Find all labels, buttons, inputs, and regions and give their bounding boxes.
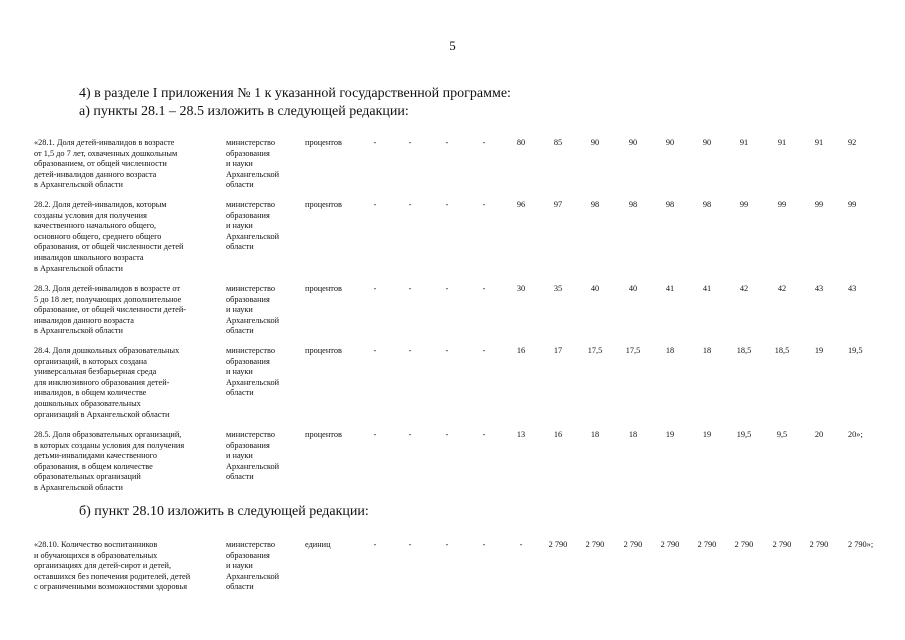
unit-of-measure: процентов bbox=[305, 284, 342, 293]
year-value: 90 bbox=[665, 138, 675, 147]
responsible-org-line: Архангельской bbox=[226, 461, 280, 471]
responsible-org-line: и науки bbox=[226, 305, 253, 315]
year-value: - bbox=[445, 284, 449, 293]
year-value: - bbox=[373, 200, 377, 209]
year-value: 91 bbox=[739, 138, 749, 147]
year-value: 20 bbox=[814, 430, 824, 439]
year-value: - bbox=[482, 200, 486, 209]
unit-of-measure: процентов bbox=[305, 138, 342, 147]
responsible-org bbox=[226, 430, 298, 483]
unit-of-measure: процентов bbox=[305, 200, 342, 209]
responsible-org-line: Архангельской bbox=[226, 571, 280, 581]
responsible-org-line: министерство bbox=[226, 430, 276, 439]
responsible-org-line: области bbox=[226, 388, 254, 398]
year-value: 19,5 bbox=[848, 346, 863, 355]
year-value: 80 bbox=[516, 138, 526, 147]
indicator-name-line: и обучающихся в образовательных bbox=[34, 550, 158, 560]
indicator-name-line: созданы условия для получения bbox=[34, 210, 147, 220]
year-value: - bbox=[445, 346, 449, 355]
year-value: - bbox=[408, 284, 412, 293]
year-value: 97 bbox=[553, 200, 563, 209]
year-value: 2 790 bbox=[585, 540, 605, 549]
year-value: - bbox=[373, 430, 377, 439]
responsible-org bbox=[226, 200, 298, 253]
indicator-name-line: детьми-инвалидами качественного bbox=[34, 451, 158, 461]
responsible-org-line: области bbox=[226, 326, 254, 336]
section-a-heading: а) пункты 28.1 – 28.5 изложить в следующей редакции: bbox=[79, 104, 409, 119]
year-value: 41 bbox=[665, 284, 675, 293]
indicator-name-line: в которых созданы условия для получения bbox=[34, 440, 185, 450]
year-value: 92 bbox=[848, 138, 857, 147]
responsible-org-line: Архангельской bbox=[226, 315, 280, 325]
indicator-name-line: в Архангельской области bbox=[34, 263, 123, 273]
page-number: 5 bbox=[449, 38, 456, 53]
indicator-name-line: 5 до 18 лет, получающих дополнительное bbox=[34, 294, 182, 304]
year-value: 19 bbox=[814, 346, 824, 355]
year-value: 98 bbox=[590, 200, 600, 209]
year-value: 98 bbox=[702, 200, 712, 209]
indicator-name-line: в Архангельской области bbox=[34, 326, 123, 336]
indicator-name-line: 28.2. Доля детей-инвалидов, которым bbox=[34, 200, 167, 209]
indicator-name-line: инвалидов школьного возраста bbox=[34, 252, 144, 262]
year-value: 90 bbox=[590, 138, 600, 147]
responsible-org-line: области bbox=[226, 472, 254, 482]
year-value: 9,5 bbox=[776, 430, 788, 439]
year-value: 16 bbox=[516, 346, 526, 355]
indicator-name-line: образованием, от общей численности bbox=[34, 159, 167, 169]
year-value: 99 bbox=[848, 200, 857, 209]
year-value: 16 bbox=[553, 430, 563, 439]
year-value: - bbox=[373, 540, 377, 549]
year-value: 19 bbox=[702, 430, 712, 439]
unit-of-measure: процентов bbox=[305, 346, 342, 355]
unit-of-measure: единиц bbox=[305, 540, 331, 549]
responsible-org bbox=[226, 540, 298, 593]
responsible-org-line: образования bbox=[226, 210, 270, 220]
year-value: - bbox=[482, 346, 486, 355]
unit-of-measure: процентов bbox=[305, 430, 342, 439]
year-value: 35 bbox=[553, 284, 563, 293]
indicator-name-line: организациях для детей-сирот и детей, bbox=[34, 561, 172, 571]
year-value: - bbox=[445, 200, 449, 209]
indicator-name-line: для инклюзивного образования детей- bbox=[34, 377, 170, 387]
year-value: 2 790 bbox=[772, 540, 792, 549]
year-value: - bbox=[408, 540, 412, 549]
indicator-name bbox=[34, 430, 224, 494]
indicator-name-line: образования, от общей численности детей bbox=[34, 242, 184, 252]
year-value: 18,5 bbox=[774, 346, 790, 355]
year-value: 30 bbox=[516, 284, 526, 293]
year-value: 96 bbox=[516, 200, 526, 209]
responsible-org-line: образования bbox=[226, 148, 270, 158]
year-value: 2 790 bbox=[623, 540, 643, 549]
year-value: 18 bbox=[702, 346, 712, 355]
year-value: 2 790 bbox=[660, 540, 680, 549]
year-value: 43 bbox=[814, 284, 824, 293]
year-value: - bbox=[373, 138, 377, 147]
year-value: 41 bbox=[702, 284, 712, 293]
year-value: - bbox=[408, 430, 412, 439]
indicator-name-line: 28.3. Доля детей-инвалидов в возрасте от bbox=[34, 284, 181, 293]
year-value: - bbox=[482, 540, 486, 549]
indicator-name-line: дошкольных образовательных bbox=[34, 398, 141, 408]
indicator-name-line: 28.5. Доля образовательных организаций, bbox=[34, 430, 182, 439]
indicator-name bbox=[34, 200, 224, 274]
indicator-name-line: организаций в Архангельской области bbox=[34, 409, 170, 419]
responsible-org-line: и науки bbox=[226, 367, 253, 377]
year-value: 19,5 bbox=[736, 430, 752, 439]
indicator-name-line: образовательных организаций bbox=[34, 472, 141, 482]
year-value: 90 bbox=[702, 138, 712, 147]
year-value: - bbox=[408, 138, 412, 147]
indicator-name-line: инвалидов, в общем количестве bbox=[34, 388, 147, 398]
year-value: 2 790»; bbox=[848, 540, 874, 549]
year-value: 90 bbox=[628, 138, 638, 147]
responsible-org-line: и науки bbox=[226, 561, 253, 571]
year-value: - bbox=[519, 540, 523, 549]
responsible-org bbox=[226, 138, 298, 191]
responsible-org-line: образования bbox=[226, 294, 270, 304]
responsible-org-line: области bbox=[226, 242, 254, 252]
year-value: - bbox=[445, 540, 449, 549]
year-value: - bbox=[482, 284, 486, 293]
year-value: 20»; bbox=[848, 430, 863, 439]
indicator-name bbox=[34, 540, 224, 593]
indicator-name-line: образования, в общем количестве bbox=[34, 461, 153, 471]
year-value: 18 bbox=[665, 346, 675, 355]
indicator-name-line: организаций, в которых создана bbox=[34, 356, 147, 366]
responsible-org-line: образования bbox=[226, 356, 270, 366]
year-value: 18 bbox=[590, 430, 600, 439]
indicator-name-line: детей-инвалидов данного возраста bbox=[34, 169, 157, 179]
indicator-name-line: «28.10. Количество воспитанников bbox=[34, 540, 158, 549]
year-value: - bbox=[482, 430, 486, 439]
year-value: 17,5 bbox=[625, 346, 641, 355]
year-value: - bbox=[445, 430, 449, 439]
year-value: - bbox=[373, 346, 377, 355]
year-value: 2 790 bbox=[809, 540, 829, 549]
year-value: 42 bbox=[777, 284, 787, 293]
year-value: 18,5 bbox=[736, 346, 752, 355]
indicator-name bbox=[34, 346, 224, 420]
year-value: 91 bbox=[777, 138, 787, 147]
responsible-org-line: министерство bbox=[226, 200, 276, 209]
indicator-name bbox=[34, 138, 224, 191]
responsible-org-line: Архангельской bbox=[226, 231, 280, 241]
responsible-org-line: министерство bbox=[226, 540, 276, 549]
intro-line: 4) в разделе I приложения № 1 к указанной государственной программе: bbox=[79, 86, 511, 101]
year-value: 2 790 bbox=[734, 540, 754, 549]
year-value: 91 bbox=[814, 138, 824, 147]
responsible-org-line: министерство bbox=[226, 346, 276, 355]
year-value: - bbox=[373, 284, 377, 293]
year-value: 18 bbox=[628, 430, 638, 439]
responsible-org-line: министерство bbox=[226, 138, 276, 147]
section-b-heading: б) пункт 28.10 изложить в следующей редакции: bbox=[79, 504, 369, 519]
indicator-name bbox=[34, 284, 224, 337]
responsible-org bbox=[226, 284, 298, 337]
year-value: 98 bbox=[628, 200, 638, 209]
responsible-org-line: министерство bbox=[226, 284, 276, 293]
indicator-name-line: универсальная безбарьерная среда bbox=[34, 367, 157, 377]
year-value: 99 bbox=[814, 200, 824, 209]
year-value: - bbox=[408, 200, 412, 209]
year-value: 99 bbox=[777, 200, 787, 209]
year-value: - bbox=[482, 138, 486, 147]
responsible-org-line: и науки bbox=[226, 451, 253, 461]
year-value: 2 790 bbox=[697, 540, 717, 549]
year-value: 42 bbox=[739, 284, 749, 293]
year-value: 98 bbox=[665, 200, 675, 209]
indicator-name-line: качественного начального общего, bbox=[34, 221, 157, 231]
indicator-name-line: в Архангельской области bbox=[34, 482, 123, 492]
responsible-org-line: Архангельской bbox=[226, 377, 280, 387]
year-value: 40 bbox=[628, 284, 638, 293]
year-value: - bbox=[408, 346, 412, 355]
responsible-org-line: области bbox=[226, 582, 254, 592]
year-value: 85 bbox=[553, 138, 563, 147]
responsible-org-line: и науки bbox=[226, 221, 253, 231]
responsible-org-line: образования bbox=[226, 550, 270, 560]
year-value: 43 bbox=[848, 284, 857, 293]
year-value: 13 bbox=[516, 430, 526, 439]
responsible-org-line: образования bbox=[226, 440, 270, 450]
year-value: 2 790 bbox=[548, 540, 568, 549]
responsible-org bbox=[226, 346, 298, 399]
indicator-name-line: оставшихся без попечения родителей, детей bbox=[34, 571, 191, 581]
year-value: - bbox=[445, 138, 449, 147]
indicator-name-line: 28.4. Доля дошкольных образовательных bbox=[34, 346, 180, 355]
indicator-name-line: инвалидов данного возраста bbox=[34, 315, 134, 325]
indicator-name-line: с ограниченными возможностями здоровья bbox=[34, 582, 188, 592]
indicator-name-line: от 1,5 до 7 лет, охваченных дошкольным bbox=[34, 148, 178, 158]
year-value: 17,5 bbox=[587, 346, 603, 355]
responsible-org-line: области bbox=[226, 180, 254, 190]
year-value: 40 bbox=[590, 284, 600, 293]
year-value: 17 bbox=[553, 346, 563, 355]
indicator-name-line: «28.1. Доля детей-инвалидов в возрасте bbox=[34, 138, 175, 147]
year-value: 19 bbox=[665, 430, 675, 439]
indicator-name-line: образование, от общей численности детей- bbox=[34, 305, 187, 315]
indicator-name-line: основного общего, среднего общего bbox=[34, 231, 162, 241]
year-value: 99 bbox=[739, 200, 749, 209]
responsible-org-line: и науки bbox=[226, 159, 253, 169]
responsible-org-line: Архангельской bbox=[226, 169, 280, 179]
indicator-name-line: в Архангельской области bbox=[34, 180, 123, 190]
